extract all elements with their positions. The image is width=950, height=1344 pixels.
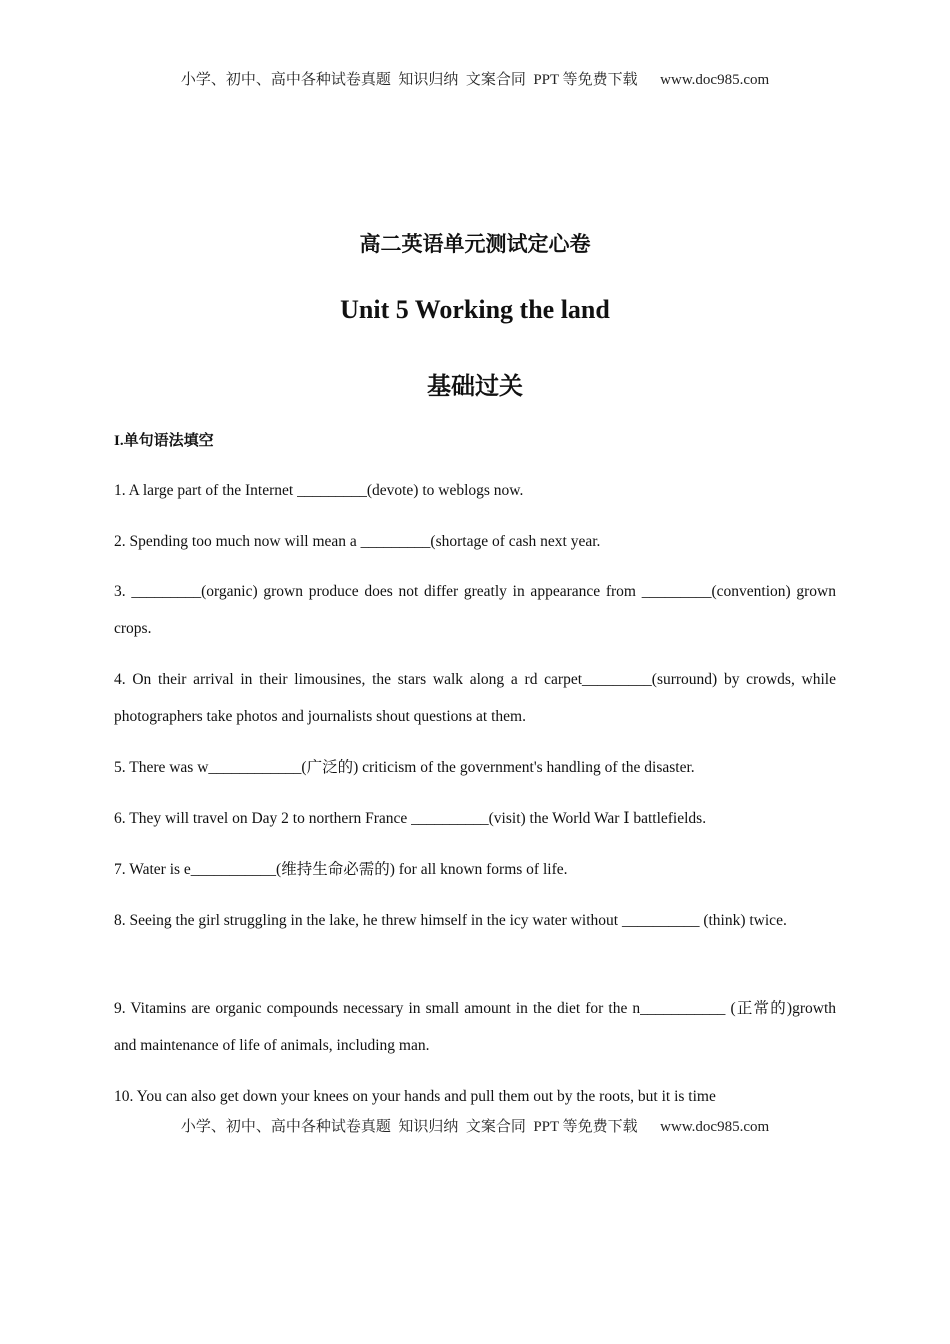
- question-4: 4. On their arrival in their limousines, the stars walk along a rd carpet_________(surround) by crowds, while photographers take photos and journalists shout questions at them.: [114, 671, 836, 725]
- question-8: 8. Seeing the girl struggling in the lake, he threw himself in the icy water without __________ (think) twice.: [114, 912, 787, 929]
- question-9: 9. Vitamins are organic compounds necessary in small amount in the diet for the n___________ (正常的)growth and maintenance of life of animals, including man.: [114, 1000, 836, 1054]
- question-5: 5. There was w____________(广泛的) criticism of the government's handling of the disaster.: [114, 759, 695, 776]
- document-title-chinese: 高二英语单元测试定心卷: [359, 232, 591, 256]
- question-2: 2. Spending too much now will mean a _________(shortage of cash next year.: [114, 533, 601, 550]
- question-3: 3. _________(organic) grown produce does not differ greatly in appearance from _________(convention) grown crops.: [114, 583, 836, 637]
- document-subtitle: 基础过关: [427, 372, 523, 400]
- question-10: 10. You can also get down your knees on your hands and pull them out by the roots, but it is time: [114, 1088, 716, 1105]
- question-1: 1. A large part of the Internet _________(devote) to weblogs now.: [114, 482, 524, 499]
- section-heading: I.单句语法填空: [114, 433, 214, 449]
- page-header: 小学、初中、高中各种试卷真题 知识归纳 文案合同 PPT 等免费下载 www.doc985.com: [180, 72, 770, 88]
- page-footer: 小学、初中、高中各种试卷真题 知识归纳 文案合同 PPT 等免费下载 www.doc985.com: [180, 1119, 770, 1135]
- question-6: 6. They will travel on Day 2 to northern France __________(visit) the World War Ⅰ battlefields.: [114, 810, 707, 827]
- document-title-english: Unit 5 Working the land: [340, 295, 610, 324]
- question-7: 7. Water is e___________(维持生命必需的) for all known forms of life.: [114, 861, 568, 878]
